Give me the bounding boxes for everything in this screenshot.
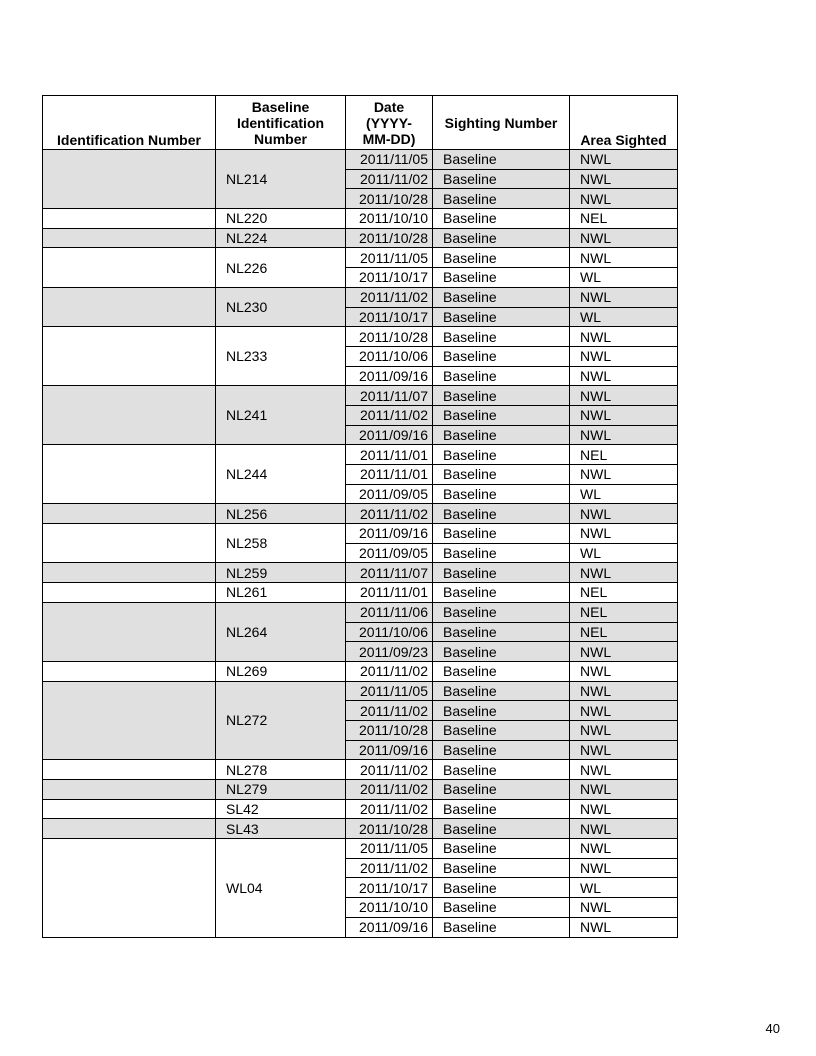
page-number: 40 bbox=[765, 1021, 780, 1036]
baseline-id-cell: NL269 bbox=[216, 661, 346, 681]
area-sighted-cell: WL bbox=[570, 543, 678, 563]
table-body bbox=[43, 150, 678, 938]
date-cell: 2011/09/16 bbox=[346, 366, 433, 386]
identification-number-cell bbox=[43, 583, 216, 603]
identification-number-cell bbox=[43, 445, 216, 504]
date-cell: 2011/09/16 bbox=[346, 917, 433, 937]
sighting-number-cell: Baseline bbox=[433, 799, 570, 819]
sighting-number-cell: Baseline bbox=[433, 583, 570, 603]
date-cell: 2011/10/17 bbox=[346, 307, 433, 327]
sighting-number-cell: Baseline bbox=[433, 740, 570, 760]
sighting-number-cell: Baseline bbox=[433, 780, 570, 800]
table-row bbox=[43, 760, 678, 780]
date-cell: 2011/09/05 bbox=[346, 484, 433, 504]
sighting-number-cell: Baseline bbox=[433, 524, 570, 544]
identification-number-cell bbox=[43, 760, 216, 780]
area-sighted-cell: NWL bbox=[570, 839, 678, 859]
sighting-table bbox=[42, 95, 678, 938]
table-row bbox=[43, 228, 678, 248]
identification-number-cell bbox=[43, 780, 216, 800]
sighting-number-cell: Baseline bbox=[433, 878, 570, 898]
date-cell: 2011/10/28 bbox=[346, 327, 433, 347]
date-cell: 2011/11/07 bbox=[346, 386, 433, 406]
header-date-line: Date bbox=[373, 98, 405, 115]
area-sighted-cell: WL bbox=[570, 484, 678, 504]
date-cell: 2011/11/02 bbox=[346, 661, 433, 681]
date-cell: 2011/11/02 bbox=[346, 504, 433, 524]
sighting-number-cell: Baseline bbox=[433, 661, 570, 681]
sighting-number-cell: Baseline bbox=[433, 602, 570, 622]
baseline-id-cell: NL233 bbox=[216, 327, 346, 386]
sighting-number-cell: Baseline bbox=[433, 858, 570, 878]
header-baseline-id-line: Identification bbox=[236, 114, 325, 131]
identification-number-cell bbox=[43, 150, 216, 209]
identification-number-cell bbox=[43, 839, 216, 937]
header-baseline-id bbox=[216, 96, 346, 150]
header-sighting-number: Sighting Number bbox=[433, 96, 570, 150]
sighting-number-cell: Baseline bbox=[433, 366, 570, 386]
identification-number-cell bbox=[43, 819, 216, 839]
area-sighted-cell: NEL bbox=[570, 602, 678, 622]
baseline-id-cell: NL256 bbox=[216, 504, 346, 524]
baseline-id-cell: SL42 bbox=[216, 799, 346, 819]
date-cell: 2011/09/16 bbox=[346, 425, 433, 445]
sighting-number-cell: Baseline bbox=[433, 228, 570, 248]
area-sighted-cell: NEL bbox=[570, 622, 678, 642]
baseline-id-cell: SL43 bbox=[216, 819, 346, 839]
identification-number-cell bbox=[43, 386, 216, 445]
date-cell: 2011/10/06 bbox=[346, 346, 433, 366]
area-sighted-cell: NWL bbox=[570, 524, 678, 544]
sighting-number-cell: Baseline bbox=[433, 484, 570, 504]
baseline-id-cell: NL258 bbox=[216, 524, 346, 563]
sighting-number-cell: Baseline bbox=[433, 819, 570, 839]
date-cell: 2011/11/02 bbox=[346, 405, 433, 425]
sighting-number-cell: Baseline bbox=[433, 720, 570, 740]
sighting-number-cell: Baseline bbox=[433, 346, 570, 366]
date-cell: 2011/10/17 bbox=[346, 268, 433, 288]
date-cell: 2011/11/02 bbox=[346, 701, 433, 721]
identification-number-cell bbox=[43, 602, 216, 661]
area-sighted-cell: NWL bbox=[570, 740, 678, 760]
sighting-number-cell: Baseline bbox=[433, 248, 570, 268]
date-cell: 2011/10/28 bbox=[346, 819, 433, 839]
area-sighted-cell: NEL bbox=[570, 583, 678, 603]
area-sighted-cell: WL bbox=[570, 307, 678, 327]
date-cell: 2011/11/07 bbox=[346, 563, 433, 583]
area-sighted-cell: NWL bbox=[570, 465, 678, 485]
area-sighted-cell: NWL bbox=[570, 504, 678, 524]
area-sighted-cell: NWL bbox=[570, 898, 678, 918]
date-cell: 2011/11/02 bbox=[346, 780, 433, 800]
header-baseline-id-line: Number bbox=[254, 130, 307, 147]
table-row bbox=[43, 327, 678, 347]
date-cell: 2011/09/16 bbox=[346, 524, 433, 544]
sighting-number-cell: Baseline bbox=[433, 681, 570, 701]
table-row bbox=[43, 602, 678, 622]
date-cell: 2011/09/23 bbox=[346, 642, 433, 662]
area-sighted-cell: NWL bbox=[570, 386, 678, 406]
table-row bbox=[43, 583, 678, 603]
area-sighted-cell: NWL bbox=[570, 563, 678, 583]
header-baseline-id-line: Baseline bbox=[251, 98, 310, 115]
area-sighted-cell: NWL bbox=[570, 405, 678, 425]
baseline-id-cell: NL278 bbox=[216, 760, 346, 780]
date-cell: 2011/11/05 bbox=[346, 248, 433, 268]
area-sighted-cell: NWL bbox=[570, 425, 678, 445]
identification-number-cell bbox=[43, 248, 216, 287]
sighting-number-cell: Baseline bbox=[433, 622, 570, 642]
identification-number-cell bbox=[43, 799, 216, 819]
table-row bbox=[43, 681, 678, 701]
identification-number-cell bbox=[43, 228, 216, 248]
area-sighted-cell: NWL bbox=[570, 661, 678, 681]
baseline-id-cell: NL279 bbox=[216, 780, 346, 800]
area-sighted-cell: NWL bbox=[570, 760, 678, 780]
sighting-number-cell: Baseline bbox=[433, 268, 570, 288]
date-cell: 2011/11/02 bbox=[346, 760, 433, 780]
header-date-line: (YYYY- bbox=[366, 114, 412, 131]
table-row bbox=[43, 504, 678, 524]
date-cell: 2011/10/17 bbox=[346, 878, 433, 898]
baseline-id-cell: NL264 bbox=[216, 602, 346, 661]
sighting-number-cell: Baseline bbox=[433, 386, 570, 406]
table-row bbox=[43, 248, 678, 268]
area-sighted-cell: NWL bbox=[570, 169, 678, 189]
date-cell: 2011/10/28 bbox=[346, 228, 433, 248]
baseline-id-cell: NL214 bbox=[216, 150, 346, 209]
sighting-number-cell: Baseline bbox=[433, 465, 570, 485]
header-identification-number: Identification Number bbox=[43, 96, 216, 150]
table-row bbox=[43, 839, 678, 859]
baseline-id-cell: NL230 bbox=[216, 287, 346, 326]
sighting-number-cell: Baseline bbox=[433, 150, 570, 170]
identification-number-cell bbox=[43, 327, 216, 386]
area-sighted-cell: NWL bbox=[570, 819, 678, 839]
baseline-id-cell: NL244 bbox=[216, 445, 346, 504]
identification-number-cell bbox=[43, 287, 216, 326]
date-cell: 2011/11/01 bbox=[346, 583, 433, 603]
area-sighted-cell: WL bbox=[570, 878, 678, 898]
area-sighted-cell: NWL bbox=[570, 720, 678, 740]
date-cell: 2011/11/06 bbox=[346, 602, 433, 622]
date-cell: 2011/11/05 bbox=[346, 150, 433, 170]
area-sighted-cell: NWL bbox=[570, 248, 678, 268]
sighting-number-cell: Baseline bbox=[433, 839, 570, 859]
area-sighted-cell: NWL bbox=[570, 681, 678, 701]
sighting-number-cell: Baseline bbox=[433, 169, 570, 189]
area-sighted-cell: NWL bbox=[570, 701, 678, 721]
sighting-number-cell: Baseline bbox=[433, 563, 570, 583]
area-sighted-cell: NWL bbox=[570, 346, 678, 366]
identification-number-cell bbox=[43, 524, 216, 563]
header-date-line: MM-DD) bbox=[362, 130, 416, 147]
date-cell: 2011/10/28 bbox=[346, 189, 433, 209]
date-cell: 2011/11/05 bbox=[346, 839, 433, 859]
table-row bbox=[43, 209, 678, 229]
sighting-number-cell: Baseline bbox=[433, 504, 570, 524]
area-sighted-cell: NWL bbox=[570, 327, 678, 347]
sighting-number-cell: Baseline bbox=[433, 327, 570, 347]
table-row bbox=[43, 386, 678, 406]
table-row bbox=[43, 445, 678, 465]
header-area-sighted: Area Sighted bbox=[570, 96, 678, 150]
sighting-number-cell: Baseline bbox=[433, 760, 570, 780]
table-row bbox=[43, 661, 678, 681]
area-sighted-cell: NWL bbox=[570, 917, 678, 937]
date-cell: 2011/10/06 bbox=[346, 622, 433, 642]
sighting-number-cell: Baseline bbox=[433, 405, 570, 425]
sighting-number-cell: Baseline bbox=[433, 445, 570, 465]
sighting-number-cell: Baseline bbox=[433, 642, 570, 662]
table-row bbox=[43, 287, 678, 307]
identification-number-cell bbox=[43, 563, 216, 583]
area-sighted-cell: NWL bbox=[570, 858, 678, 878]
date-cell: 2011/10/28 bbox=[346, 720, 433, 740]
baseline-id-cell: WL04 bbox=[216, 839, 346, 937]
identification-number-cell bbox=[43, 681, 216, 760]
date-cell: 2011/09/05 bbox=[346, 543, 433, 563]
area-sighted-cell: NWL bbox=[570, 287, 678, 307]
identification-number-cell bbox=[43, 661, 216, 681]
table-row bbox=[43, 524, 678, 544]
header-row bbox=[43, 96, 678, 150]
area-sighted-cell: NWL bbox=[570, 366, 678, 386]
baseline-id-cell: NL259 bbox=[216, 563, 346, 583]
sighting-number-cell: Baseline bbox=[433, 543, 570, 563]
date-cell: 2011/10/10 bbox=[346, 209, 433, 229]
date-cell: 2011/10/10 bbox=[346, 898, 433, 918]
area-sighted-cell: NWL bbox=[570, 642, 678, 662]
table-row bbox=[43, 150, 678, 170]
baseline-id-cell: NL261 bbox=[216, 583, 346, 603]
sighting-number-cell: Baseline bbox=[433, 701, 570, 721]
sighting-number-cell: Baseline bbox=[433, 287, 570, 307]
sighting-number-cell: Baseline bbox=[433, 307, 570, 327]
date-cell: 2011/09/16 bbox=[346, 740, 433, 760]
area-sighted-cell: NEL bbox=[570, 209, 678, 229]
baseline-id-cell: NL220 bbox=[216, 209, 346, 229]
table-row bbox=[43, 563, 678, 583]
area-sighted-cell: NEL bbox=[570, 445, 678, 465]
area-sighted-cell: NWL bbox=[570, 799, 678, 819]
date-cell: 2011/11/02 bbox=[346, 858, 433, 878]
area-sighted-cell: NWL bbox=[570, 780, 678, 800]
table-row bbox=[43, 799, 678, 819]
baseline-id-cell: NL241 bbox=[216, 386, 346, 445]
identification-number-cell bbox=[43, 504, 216, 524]
baseline-id-cell: NL272 bbox=[216, 681, 346, 760]
sighting-number-cell: Baseline bbox=[433, 425, 570, 445]
date-cell: 2011/11/01 bbox=[346, 465, 433, 485]
area-sighted-cell: WL bbox=[570, 268, 678, 288]
sighting-number-cell: Baseline bbox=[433, 209, 570, 229]
sighting-number-cell: Baseline bbox=[433, 898, 570, 918]
sighting-number-cell: Baseline bbox=[433, 189, 570, 209]
area-sighted-cell: NWL bbox=[570, 228, 678, 248]
baseline-id-cell: NL224 bbox=[216, 228, 346, 248]
date-cell: 2011/11/02 bbox=[346, 287, 433, 307]
header-date bbox=[346, 96, 433, 150]
date-cell: 2011/11/02 bbox=[346, 169, 433, 189]
baseline-id-cell: NL226 bbox=[216, 248, 346, 287]
identification-number-cell bbox=[43, 209, 216, 229]
sighting-number-cell: Baseline bbox=[433, 917, 570, 937]
area-sighted-cell: NWL bbox=[570, 150, 678, 170]
date-cell: 2011/11/01 bbox=[346, 445, 433, 465]
date-cell: 2011/11/02 bbox=[346, 799, 433, 819]
table-row bbox=[43, 780, 678, 800]
table-row bbox=[43, 819, 678, 839]
date-cell: 2011/11/05 bbox=[346, 681, 433, 701]
area-sighted-cell: NWL bbox=[570, 189, 678, 209]
